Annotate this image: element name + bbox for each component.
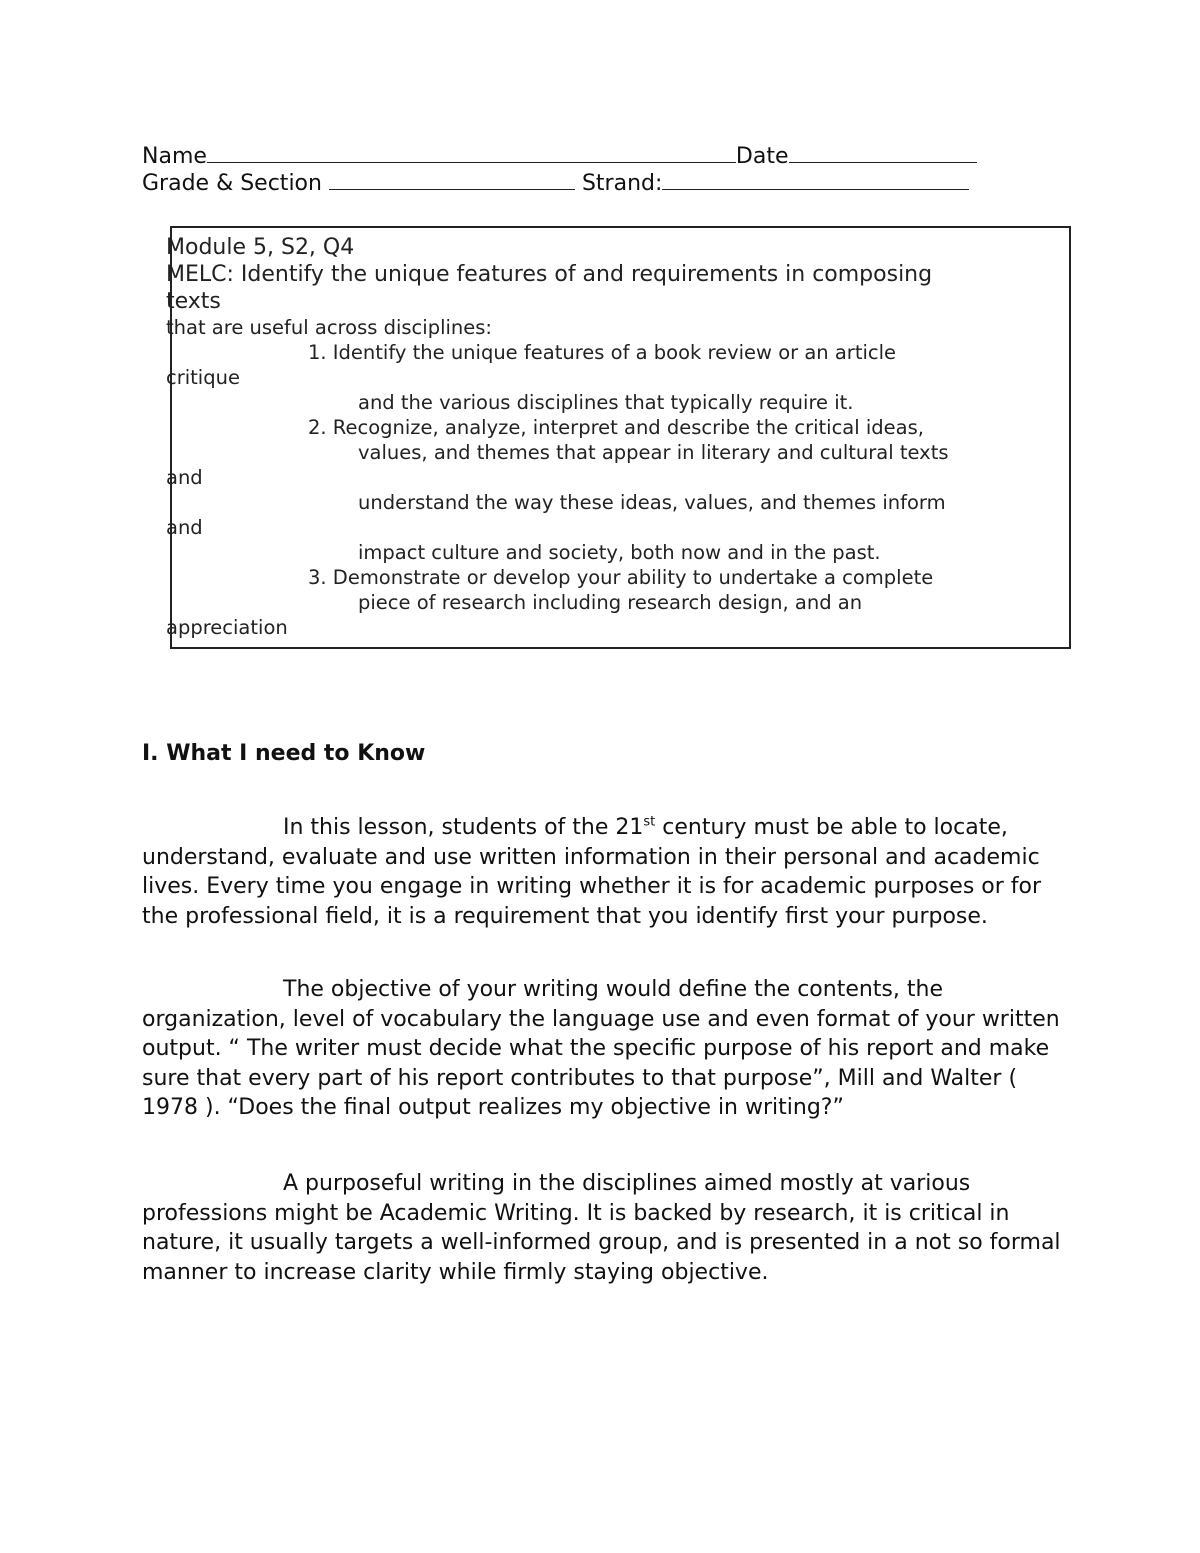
paragraph-2-text: The objective of your writing would define the contents, the organization, level of vocabulary the language use and even format of your written output. “ The writer must decide what the specific purpose of his report and make sure that every part of his report contributes to that purpose”, Mill and Walter ( 1978 ). “Does the final output realizes my objective in writing?”	[142, 977, 1060, 1120]
section-title: I. What I need to Know	[142, 741, 426, 766]
objective-1-wrap: critique	[166, 366, 240, 389]
paragraph-1	[142, 813, 1062, 931]
objective-1-cont: and the various disciplines that typically require it.	[358, 391, 854, 414]
grade-section-blank	[329, 169, 575, 190]
strand-blank	[662, 169, 969, 190]
objective-1: 1. Identify the unique features of a book review or an article	[308, 341, 897, 364]
paragraph-3-text: A purposeful writing in the disciplines aimed mostly at various professions might be Academic Writing. It is backed by research, it is critical in nature, it usually targets a well-informed group, and is presented in a not so formal manner to increase clarity while firmly staying objective.	[142, 1171, 1061, 1285]
objective-2-wrap: and	[166, 466, 203, 489]
strand-label: Strand:	[581, 171, 663, 196]
grade-section-label: Grade & Section	[142, 171, 322, 196]
objective-3-cont: piece of research including research design, and an	[358, 591, 863, 614]
melc-line: that are useful across disciplines:	[166, 316, 492, 339]
paragraph-1-start: In this lesson, students of the 21	[283, 815, 644, 840]
paragraph-3	[142, 1169, 1062, 1287]
melc-line: texts	[166, 289, 221, 314]
module-title: Module 5, S2, Q4	[166, 235, 355, 260]
objective-2-cont: values, and themes that appear in literary and cultural texts	[358, 441, 949, 464]
name-label: Name	[142, 144, 207, 169]
superscript-st: st	[643, 814, 656, 830]
module-box-text	[166, 234, 1071, 640]
objective-2-cont: understand the way these ideas, values, and themes inform	[358, 491, 946, 514]
objective-2-wrap: and	[166, 516, 203, 539]
objective-3-wrap: appreciation	[166, 616, 288, 639]
objective-3: 3. Demonstrate or develop your ability to undertake a complete	[308, 566, 934, 589]
date-blank	[789, 142, 977, 163]
name-blank	[207, 142, 736, 163]
objective-2: 2. Recognize, analyze, interpret and describe the critical ideas,	[308, 416, 924, 439]
paragraph-2	[142, 975, 1062, 1123]
objective-2-cont: impact culture and society, both now and in the past.	[358, 541, 881, 564]
paragraph-1-rest: century must be able to locate, understand, evaluate and use written information in their personal and academic lives. Every time you engage in writing whether it is for academic purposes or for the professional field, it is a requirement that you identify first your purpose.	[142, 815, 1042, 929]
date-label: Date	[735, 144, 789, 169]
grade-strand-row	[142, 169, 969, 198]
name-date-row	[142, 142, 977, 171]
melc-line: MELC: Identify the unique features of and requirements in composing	[166, 262, 933, 287]
